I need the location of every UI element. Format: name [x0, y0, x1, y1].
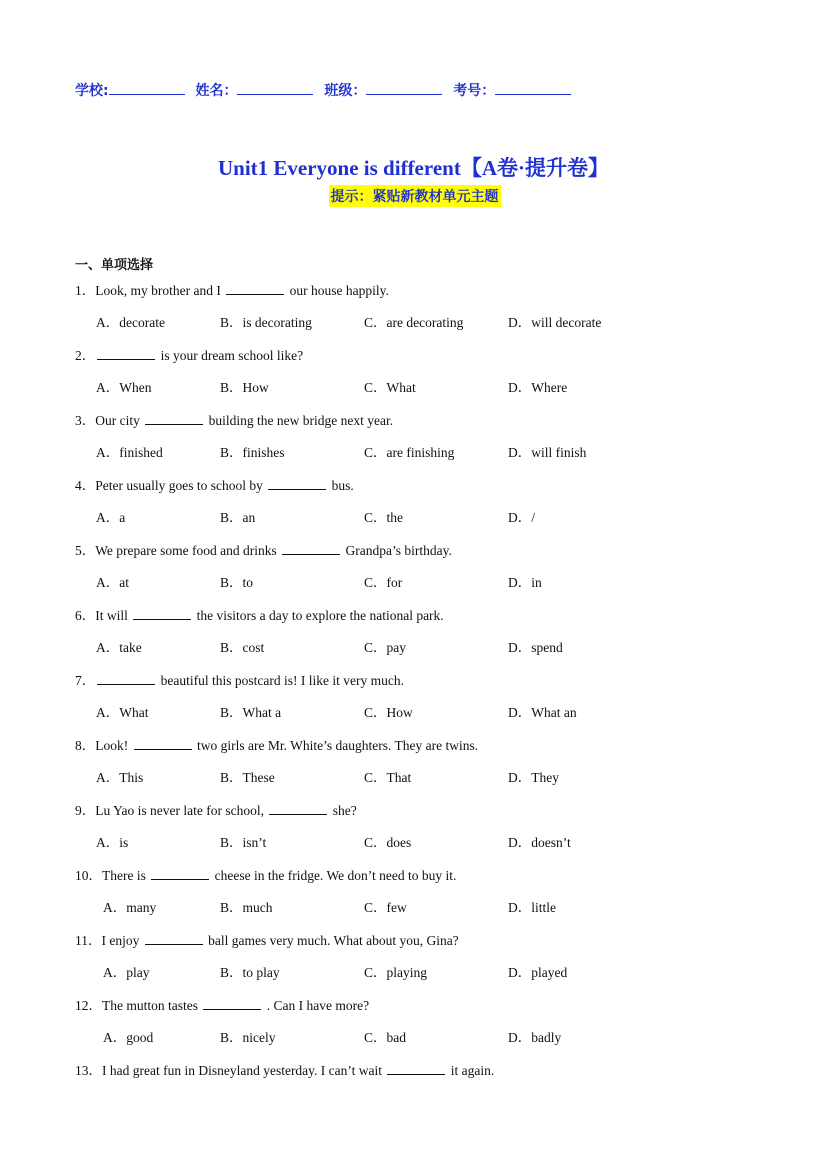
option-a[interactable]: A．decorate: [96, 315, 165, 330]
answer-blank[interactable]: [203, 996, 261, 1010]
option-c[interactable]: C．does: [364, 835, 412, 850]
question-text-before-blank: Peter usually goes to school by: [95, 478, 263, 493]
question-text-after-blank: two girls are Mr. White’s daughters. They are twins.: [197, 738, 479, 753]
option-a[interactable]: A．What: [96, 705, 149, 720]
question-text-after-blank: is your dream school like?: [160, 348, 304, 363]
question-text-before-blank: I enjoy: [101, 933, 140, 948]
exam-number-blank[interactable]: [495, 80, 571, 95]
question-stem: [75, 801, 357, 820]
exam-number-label: 考号：: [453, 83, 496, 99]
option-b[interactable]: B．much: [220, 900, 273, 915]
question-item: [0, 996, 827, 1061]
question-stem: [75, 411, 393, 430]
question-number: 8．: [75, 738, 96, 753]
question-text-before-blank: Lu Yao is never late for school,: [95, 803, 264, 818]
question-text-after-blank: ball games very much. What about you, Gina?: [208, 933, 459, 948]
question-stem: [75, 541, 452, 560]
question-item: [0, 1061, 827, 1126]
option-b[interactable]: B．isn’t: [220, 835, 267, 850]
question-text-before-blank: There is: [102, 868, 146, 883]
school-blank[interactable]: [109, 80, 185, 95]
question-text-after-blank: she?: [332, 803, 357, 818]
answer-blank[interactable]: [226, 281, 284, 295]
option-c[interactable]: C．the: [364, 510, 403, 525]
question-stem: [75, 476, 354, 495]
question-number: 1．: [75, 283, 96, 298]
option-a[interactable]: A．many: [103, 900, 157, 915]
tip-container: [0, 185, 827, 207]
option-a[interactable]: A．a: [96, 510, 126, 525]
question-item: [0, 281, 827, 346]
option-b[interactable]: B．an: [220, 510, 256, 525]
option-c[interactable]: C．are decorating: [364, 315, 464, 330]
question-stem: [75, 736, 478, 755]
question-item: [0, 476, 827, 541]
option-c[interactable]: C．playing: [364, 965, 427, 980]
answer-blank[interactable]: [145, 931, 203, 945]
option-a[interactable]: A．play: [103, 965, 150, 980]
question-text-before-blank: We prepare some food and drinks: [95, 543, 277, 558]
question-number: 13．: [75, 1063, 102, 1078]
question-text-after-blank: it again.: [450, 1063, 495, 1078]
question-item: [0, 541, 827, 606]
answer-blank[interactable]: [282, 541, 340, 555]
option-c[interactable]: C．for: [364, 575, 403, 590]
option-d[interactable]: D．badly: [508, 1030, 562, 1045]
answer-blank[interactable]: [387, 1061, 445, 1075]
question-text-after-blank: cheese in the fridge. We don’t need to buy it.: [214, 868, 457, 883]
question-text-before-blank: I had great fun in Disneyland yesterday. I can’t wait: [102, 1063, 383, 1078]
option-c[interactable]: C．pay: [364, 640, 406, 655]
answer-blank[interactable]: [97, 671, 155, 685]
question-item: [0, 346, 827, 411]
option-c[interactable]: C．What: [364, 380, 416, 395]
class-label: 班级：: [324, 83, 367, 99]
question-number: 6．: [75, 608, 96, 623]
question-item: [0, 931, 827, 996]
question-number: 10．: [75, 868, 102, 883]
answer-blank[interactable]: [97, 346, 155, 360]
question-text-after-blank: beautiful this postcard is! I like it very much.: [160, 673, 404, 688]
page-title: Unit1 Everyone is different【A卷·提升卷】: [217, 156, 609, 180]
answer-blank[interactable]: [133, 606, 191, 620]
question-stem: [75, 931, 459, 950]
answer-blank[interactable]: [145, 411, 203, 425]
option-d[interactable]: D．Where: [508, 380, 568, 395]
option-d[interactable]: D．spend: [508, 640, 563, 655]
option-b[interactable]: B．What a: [220, 705, 282, 720]
question-number: 12．: [75, 998, 102, 1013]
question-number: 11．: [75, 933, 102, 948]
option-d[interactable]: D．little: [508, 900, 556, 915]
option-a[interactable]: A．is: [96, 835, 129, 850]
question-text-after-blank: our house happily.: [289, 283, 389, 298]
question-number: 9．: [75, 803, 96, 818]
answer-blank[interactable]: [269, 801, 327, 815]
question-item: [0, 671, 827, 736]
option-c[interactable]: C．few: [364, 900, 407, 915]
question-text-before-blank: It will: [95, 608, 128, 623]
question-number: 4．: [75, 478, 96, 493]
question-item: [0, 606, 827, 671]
question-number: 3．: [75, 413, 96, 428]
question-number: 5．: [75, 543, 96, 558]
question-stem: [75, 1061, 494, 1080]
question-item: [0, 411, 827, 476]
option-b[interactable]: B．How: [220, 380, 269, 395]
option-d[interactable]: D．/: [508, 510, 535, 525]
option-d[interactable]: D．They: [508, 770, 559, 785]
option-a[interactable]: A．finished: [96, 445, 163, 460]
question-item: [0, 736, 827, 801]
option-a[interactable]: A．at: [96, 575, 129, 590]
option-a[interactable]: A．good: [103, 1030, 154, 1045]
option-b[interactable]: B．to: [220, 575, 254, 590]
option-d[interactable]: D．played: [508, 965, 568, 980]
answer-blank[interactable]: [268, 476, 326, 490]
name-blank[interactable]: [237, 80, 313, 95]
question-stem: [75, 996, 369, 1015]
option-c[interactable]: C．That: [364, 770, 412, 785]
option-a[interactable]: A．take: [96, 640, 142, 655]
tip-highlight: 提示：紧贴新教材单元主题: [329, 185, 501, 207]
option-c[interactable]: C．How: [364, 705, 413, 720]
option-d[interactable]: D．What an: [508, 705, 577, 720]
question-text-before-blank: Look!: [95, 738, 129, 753]
option-a[interactable]: A．This: [96, 770, 144, 785]
option-c[interactable]: C．bad: [364, 1030, 406, 1045]
question-text-after-blank: Grandpa’s birthday.: [345, 543, 452, 558]
question-number: 2．: [75, 348, 96, 363]
option-b[interactable]: B．finishes: [220, 445, 285, 460]
section-title: 一、单项选择: [75, 258, 154, 273]
question-text-after-blank: . Can I have more?: [266, 998, 370, 1013]
question-text-before-blank: Look, my brother and I: [95, 283, 221, 298]
question-item: [0, 801, 827, 866]
question-text-after-blank: the visitors a day to explore the national park.: [196, 608, 444, 623]
question-stem: [75, 671, 404, 690]
option-d[interactable]: D．doesn’t: [508, 835, 571, 850]
option-b[interactable]: B．These: [220, 770, 275, 785]
option-a[interactable]: A．When: [96, 380, 152, 395]
class-blank[interactable]: [366, 80, 442, 95]
question-number: 7．: [75, 673, 96, 688]
question-stem: [75, 866, 456, 885]
question-list: [0, 281, 827, 1126]
answer-blank[interactable]: [134, 736, 192, 750]
question-stem: [75, 281, 389, 300]
option-b[interactable]: B．to play: [220, 965, 280, 980]
question-text-after-blank: bus.: [331, 478, 354, 493]
question-stem: [75, 606, 444, 625]
question-text-before-blank: Our city: [95, 413, 140, 428]
option-b[interactable]: B．is decorating: [220, 315, 312, 330]
option-c[interactable]: C．are finishing: [364, 445, 455, 460]
option-d[interactable]: D．in: [508, 575, 542, 590]
answer-blank[interactable]: [151, 866, 209, 880]
question-item: [0, 866, 827, 931]
option-d[interactable]: D．will decorate: [508, 315, 602, 330]
school-label: 学校:: [75, 83, 109, 99]
option-d[interactable]: D．will finish: [508, 445, 587, 460]
question-text-after-blank: building the new bridge next year.: [208, 413, 394, 428]
name-label: 姓名：: [195, 83, 238, 99]
question-stem: [75, 346, 303, 365]
student-info-line: [75, 80, 577, 100]
question-text-before-blank: The mutton tastes: [102, 998, 198, 1013]
option-b[interactable]: B．nicely: [220, 1030, 276, 1045]
option-b[interactable]: B．cost: [220, 640, 265, 655]
